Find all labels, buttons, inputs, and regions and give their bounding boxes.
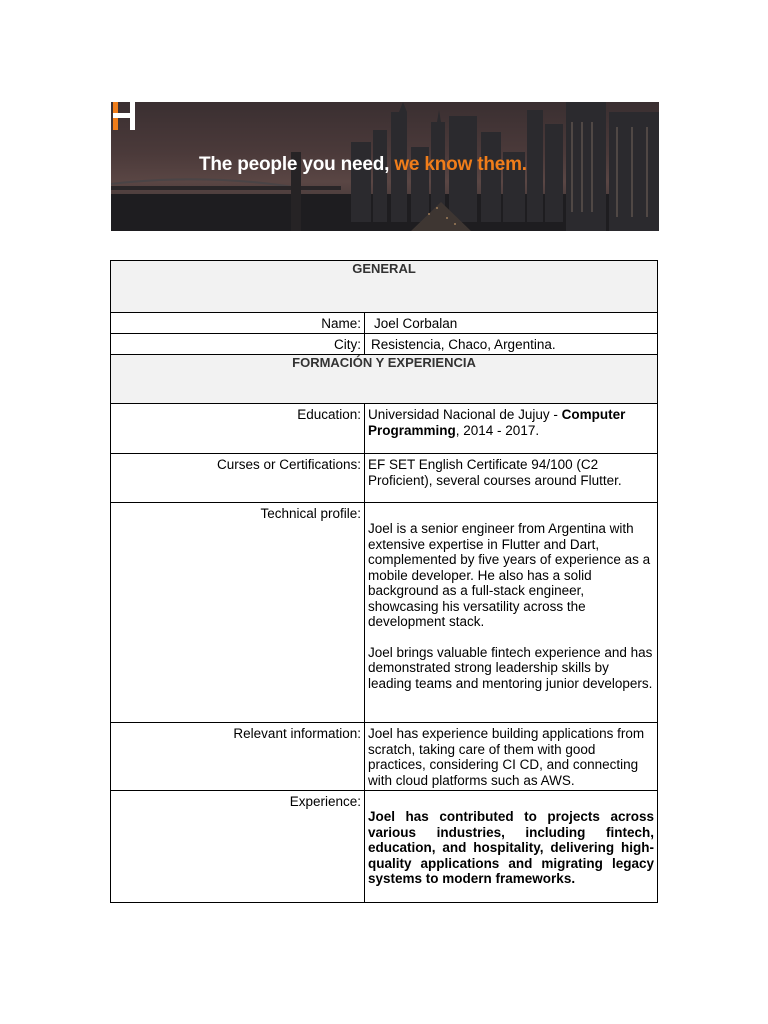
education-degree: Computer Programming — [368, 407, 626, 438]
section-general-row — [111, 261, 658, 313]
education-label: Education: — [111, 404, 365, 454]
tagline-main: The people you need, — [199, 154, 390, 175]
section-general-heading: GENERAL — [111, 261, 658, 313]
tagline-accent: we know them. — [394, 154, 527, 175]
experience-text: Joel has contributed to projects across various industries, including fintech, education, and hospitality, delivering high-quality applications and migrating legacy systems to modern frameworks. — [368, 809, 654, 886]
education-university: Universidad Nacional de Jujuy - — [368, 407, 562, 422]
header-banner — [111, 102, 659, 231]
education-value — [365, 404, 658, 454]
name-row — [111, 313, 658, 334]
experience-row — [111, 791, 658, 903]
name-label: Name: — [111, 313, 365, 334]
education-years: , 2014 - 2017. — [455, 422, 540, 438]
city-label: City: — [111, 334, 365, 355]
relevant-information-value: Joel has experience building applications from scratch, taking care of them with good practices, considering CI CD, and connecting with cloud platforms such as AWS. — [365, 723, 658, 791]
section-formacion-heading: FORMACIÓN Y EXPERIENCIA — [111, 355, 658, 404]
cv-table — [110, 260, 658, 903]
certifications-row — [111, 454, 658, 503]
education-row — [111, 404, 658, 454]
banner-tagline — [199, 154, 527, 176]
relevant-information-row — [111, 723, 658, 791]
experience-label: Experience: — [111, 791, 365, 903]
certifications-label: Curses or Certifications: — [111, 454, 365, 503]
name-value: Joel Corbalan — [365, 313, 658, 334]
technical-profile-paragraph-1: Joel is a senior engineer from Argentina with extensive expertise in Flutter and Dart, complemented by five years of experience as a mobile developer. He also has a solid background as a full-stack engineer, showcasing his versatility across the development stack. — [368, 521, 651, 629]
experience-value — [365, 791, 658, 903]
certifications-value: EF SET English Certificate 94/100 (C2 Proficient), several courses around Flutter. — [365, 454, 658, 503]
h-logo-icon — [111, 102, 139, 130]
city-value: Resistencia, Chaco, Argentina. — [365, 334, 658, 355]
technical-profile-paragraph-2: Joel brings valuable fintech experience and has demonstrated strong leadership skills by leading teams and mentoring junior developers. — [368, 644, 653, 691]
city-row — [111, 334, 658, 355]
relevant-information-label: Relevant information: — [111, 723, 365, 791]
technical-profile-label: Technical profile: — [111, 503, 365, 723]
section-formacion-row — [111, 355, 658, 404]
technical-profile-value — [365, 503, 658, 723]
technical-profile-row — [111, 503, 658, 723]
